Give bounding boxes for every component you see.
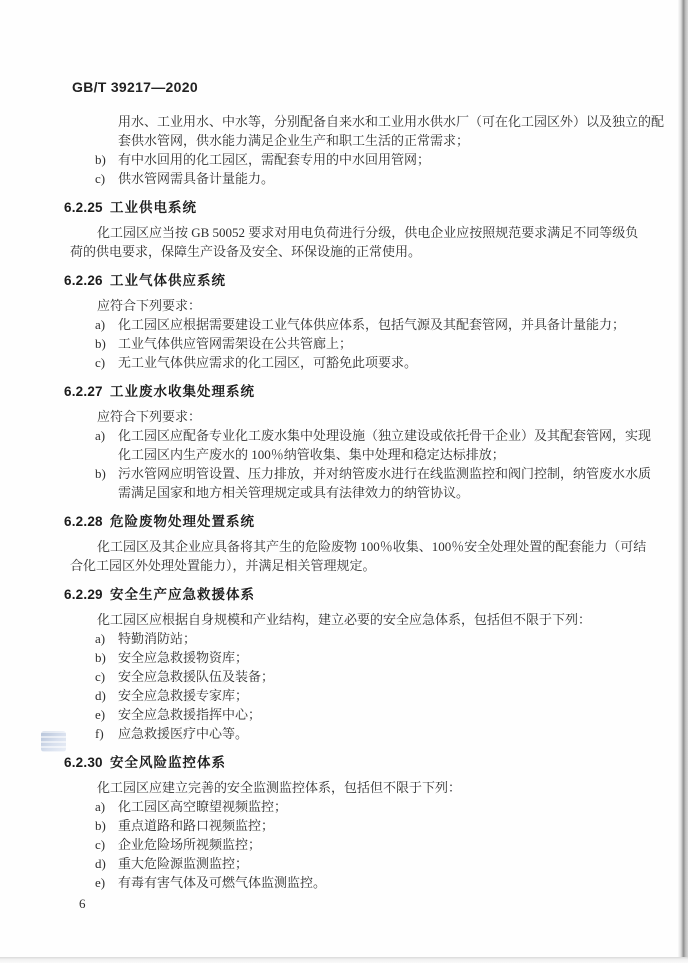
page-body [0, 112, 674, 913]
list-item [0, 705, 674, 724]
list-marker: b) [95, 650, 106, 665]
list-item-text: 化工园区应配备专业化工废水集中处理设施（独立建设或依托骨干企业）及其配套管网，实现 [118, 428, 652, 443]
list-item-text: 无工业气体供应需求的化工园区，可豁免此项要求。 [118, 355, 418, 370]
list-marker: d) [95, 856, 106, 871]
list-item [0, 686, 674, 705]
list-item-text: 有中水回用的化工园区，需配套专用的中水回用管网； [118, 152, 431, 167]
section-title: 工业气体供应系统 [110, 273, 226, 288]
list-continuation-line: 需满足国家和地方相关管理规定或具有法律效力的纳管协议。 [118, 485, 470, 500]
list-marker: a) [95, 317, 106, 332]
list-item-text: 特勤消防站； [118, 631, 197, 646]
list-item [0, 353, 674, 372]
list-item-text: 重点道路和路口视频监控； [118, 818, 275, 833]
list-item [0, 648, 674, 667]
list-marker: a) [95, 631, 106, 646]
section-number: 6.2.30 [64, 755, 103, 770]
section-heading [0, 198, 674, 217]
list-item-text: 安全应急救援队伍及装备； [118, 669, 275, 684]
list-item [0, 854, 674, 873]
list-item [0, 797, 674, 816]
list-item-text: 化工园区应根据需要建设工业气体供应体系，包括气源及其配套管网，并具备计量能力； [118, 317, 626, 332]
list-item [0, 169, 674, 188]
list-item-text: 有毒有害气体及可燃气体监测监控。 [118, 875, 327, 890]
list-item-text: 工业气体供应管网需架设在公共管廊上； [118, 336, 353, 351]
section-title: 危险废物处理处置系统 [110, 514, 255, 529]
section-number: 6.2.25 [64, 200, 103, 215]
list-continuation-line: 用水、工业用水、中水等，分别配备自来水和工业用水供水厂（可在化工园区外）以及独立的配 [118, 114, 665, 129]
paragraph-line: 荷的供电要求，保障生产设备及安全、环保设施的正常使用。 [70, 244, 422, 259]
list-item-text: 安全应急救援指挥中心； [118, 707, 262, 722]
list-marker: d) [95, 688, 106, 703]
scan-edge-right [678, 0, 688, 963]
list-item-text: 安全应急救援专家库； [118, 688, 249, 703]
section-number: 6.2.26 [64, 273, 103, 288]
list-item [0, 150, 674, 169]
paragraph-line: 化工园区及其企业应具备将其产生的危险废物 100％收集、100％安全处理处置的配套能力（可结 [97, 539, 647, 554]
section-title: 安全生产应急救援体系 [110, 587, 255, 602]
list-item [0, 724, 674, 743]
list-item-text: 重大危险源监测监控； [118, 856, 249, 871]
list-item-text: 化工园区高空瞭望视频监控； [118, 799, 288, 814]
list-item [0, 667, 674, 686]
list-item [0, 816, 674, 835]
section-title: 工业供电系统 [110, 200, 197, 215]
list-marker: a) [95, 799, 106, 814]
section-title: 安全风险监控体系 [110, 755, 226, 770]
section-number: 6.2.27 [64, 384, 103, 399]
page-number: 6 [79, 896, 86, 911]
standard-number-header: GB/T 39217—2020 [72, 79, 198, 95]
list-item [0, 464, 674, 483]
list-item-text: 供水管网需具备计量能力。 [118, 171, 275, 186]
list-continuation-line: 化工园区内生产废水的 100％纳管收集、集中处理和稳定达标排放； [118, 447, 505, 462]
list-item [0, 334, 674, 353]
section-heading [0, 382, 674, 401]
paragraph-line: 化工园区应根据自身规模和产业结构，建立必要的安全应急体系，包括但不限于下列： [97, 612, 592, 627]
list-marker: b) [95, 466, 106, 481]
paragraph-line: 应符合下列要求： [97, 409, 202, 424]
section-heading [0, 585, 674, 604]
list-marker: c) [95, 171, 106, 186]
section-title: 工业废水收集处理系统 [110, 384, 255, 399]
list-item-text: 污水管网应明管设置、压力排放，并对纳管废水进行在线监测监控和阀门控制，纳管废水水质 [118, 466, 652, 481]
list-marker: b) [95, 336, 106, 351]
list-item [0, 629, 674, 648]
list-marker: c) [95, 355, 106, 370]
list-item-text: 企业危险场所视频监控； [118, 837, 262, 852]
scan-edge-bottom [0, 957, 688, 963]
list-marker: e) [95, 707, 106, 722]
section-heading [0, 753, 674, 772]
list-item [0, 426, 674, 445]
list-marker: b) [95, 152, 106, 167]
list-marker: b) [95, 818, 106, 833]
list-marker: c) [95, 837, 106, 852]
list-continuation-line: 套供水管网，供水能力满足企业生产和职工生活的正常需求； [118, 133, 470, 148]
list-marker: f) [95, 726, 104, 741]
paragraph-line: 合化工园区外处理处置能力），并满足相关管理规定。 [70, 558, 376, 573]
section-heading [0, 271, 674, 290]
list-marker: e) [95, 875, 106, 890]
paragraph-line: 化工园区应建立完善的安全监测监控体系，包括但不限于下列： [97, 780, 462, 795]
paragraph-line: 化工园区应当按 GB 50052 要求对用电负荷进行分级，供电企业应按照规范要求满足不同等级负 [97, 225, 639, 240]
list-item [0, 835, 674, 854]
list-marker: a) [95, 428, 106, 443]
list-item-text: 安全应急救援物资库； [118, 650, 249, 665]
list-marker: c) [95, 669, 106, 684]
paragraph-line: 应符合下列要求： [97, 298, 202, 313]
list-item [0, 873, 674, 892]
list-item-text: 应急救援医疗中心等。 [118, 726, 249, 741]
section-number: 6.2.28 [64, 514, 103, 529]
list-item [0, 315, 674, 334]
section-heading [0, 512, 674, 531]
section-number: 6.2.29 [64, 587, 103, 602]
